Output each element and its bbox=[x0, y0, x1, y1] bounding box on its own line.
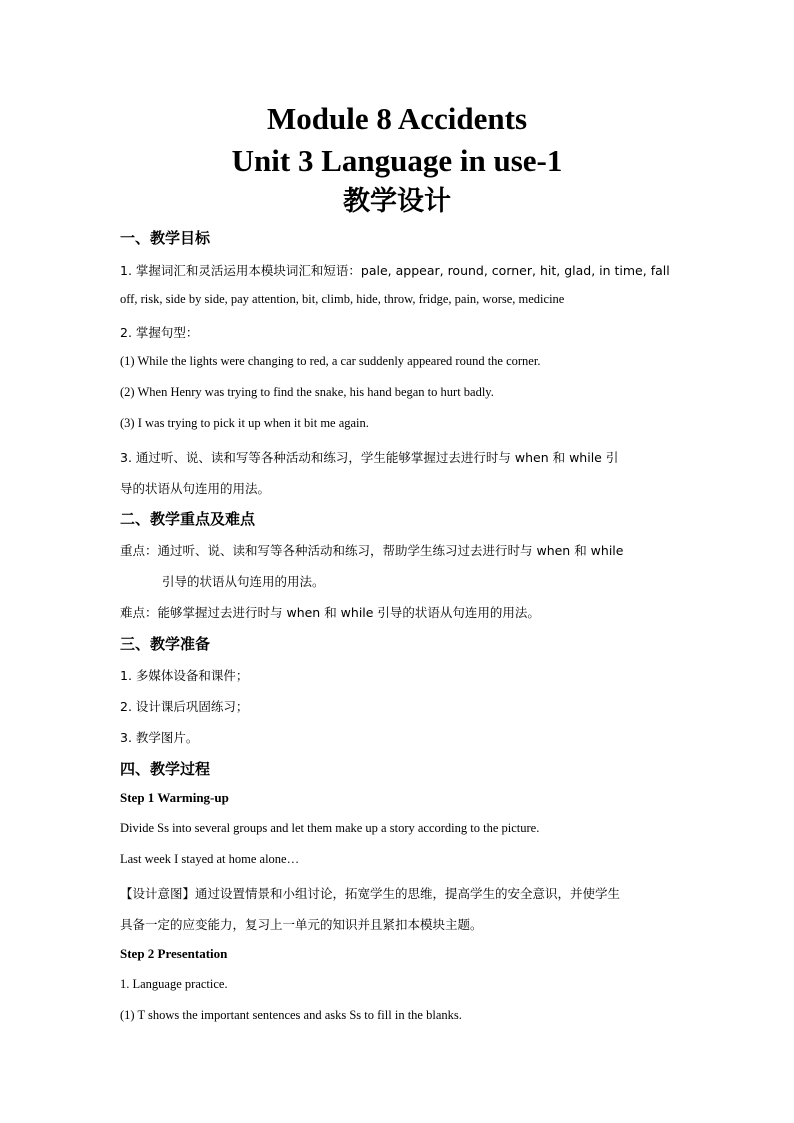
sentence-pattern-3: (3) I was trying to pick it up when it bit me again. bbox=[120, 416, 369, 430]
sentence-pattern-1: (1) While the lights were changing to red, a car suddenly appeared round the corner. bbox=[120, 354, 541, 368]
title-block bbox=[0, 98, 794, 222]
section-heading-process: 四、教学过程 bbox=[120, 760, 211, 778]
design-intent-line-2: 具备一定的应变能力，复习上一单元的知识并且紧扣本模块主题。 bbox=[120, 917, 483, 932]
title-unit: Unit 3 Language in use-1 bbox=[231, 143, 563, 178]
section-heading-key-points: 二、教学重点及难点 bbox=[120, 510, 256, 528]
key-point-line-1: 重点：通过听、说、读和写等各种活动和练习，帮助学生练习过去进行时与 when 和 while bbox=[120, 543, 624, 558]
difficult-point: 难点：能够掌握过去进行时与 when 和 while 引导的状语从句连用的用法。 bbox=[120, 605, 540, 620]
title-chinese: 教学设计 bbox=[343, 186, 451, 217]
preparation-3: 3. 教学图片。 bbox=[120, 730, 199, 745]
step-2-text-2: (1) T shows the important sentences and asks Ss to fill in the blanks. bbox=[120, 1008, 462, 1022]
step-1-text-2: Last week I stayed at home alone… bbox=[120, 852, 300, 866]
objective-1-line-1: 1. 掌握词汇和灵活运用本模块词汇和短语：pale, appear, round, corner, hit, glad, in time, fall bbox=[120, 263, 670, 278]
design-intent-line-1: 【设计意图】通过设置情景和小组讨论，拓宽学生的思维，提高学生的安全意识，并使学生 bbox=[120, 886, 621, 901]
key-point-line-2: 引导的状语从句连用的用法。 bbox=[162, 574, 325, 589]
objective-1-line-2: off, risk, side by side, pay attention, bit, climb, hide, throw, fridge, pain, worse, medicine bbox=[120, 292, 565, 306]
step-1-heading: Step 1 Warming-up bbox=[120, 790, 229, 805]
objective-3-line-2: 导的状语从句连用的用法。 bbox=[120, 481, 271, 496]
section-heading-preparation: 三、教学准备 bbox=[120, 635, 211, 653]
step-2-text-1: 1. Language practice. bbox=[120, 977, 228, 991]
sentence-pattern-2: (2) When Henry was trying to find the snake, his hand began to hurt badly. bbox=[120, 385, 494, 399]
preparation-2: 2. 设计课后巩固练习； bbox=[120, 699, 249, 714]
step-1-text-1: Divide Ss into several groups and let them make up a story according to the picture. bbox=[120, 821, 540, 835]
title-module: Module 8 Accidents bbox=[266, 101, 528, 136]
step-2-heading: Step 2 Presentation bbox=[120, 946, 228, 961]
objective-2: 2. 掌握句型： bbox=[120, 325, 199, 340]
objective-3-line-1: 3. 通过听、说、读和写等各种活动和练习，学生能够掌握过去进行时与 when 和 while 引 bbox=[120, 450, 619, 465]
section-heading-objectives: 一、教学目标 bbox=[120, 229, 211, 247]
preparation-1: 1. 多媒体设备和课件； bbox=[120, 668, 249, 683]
